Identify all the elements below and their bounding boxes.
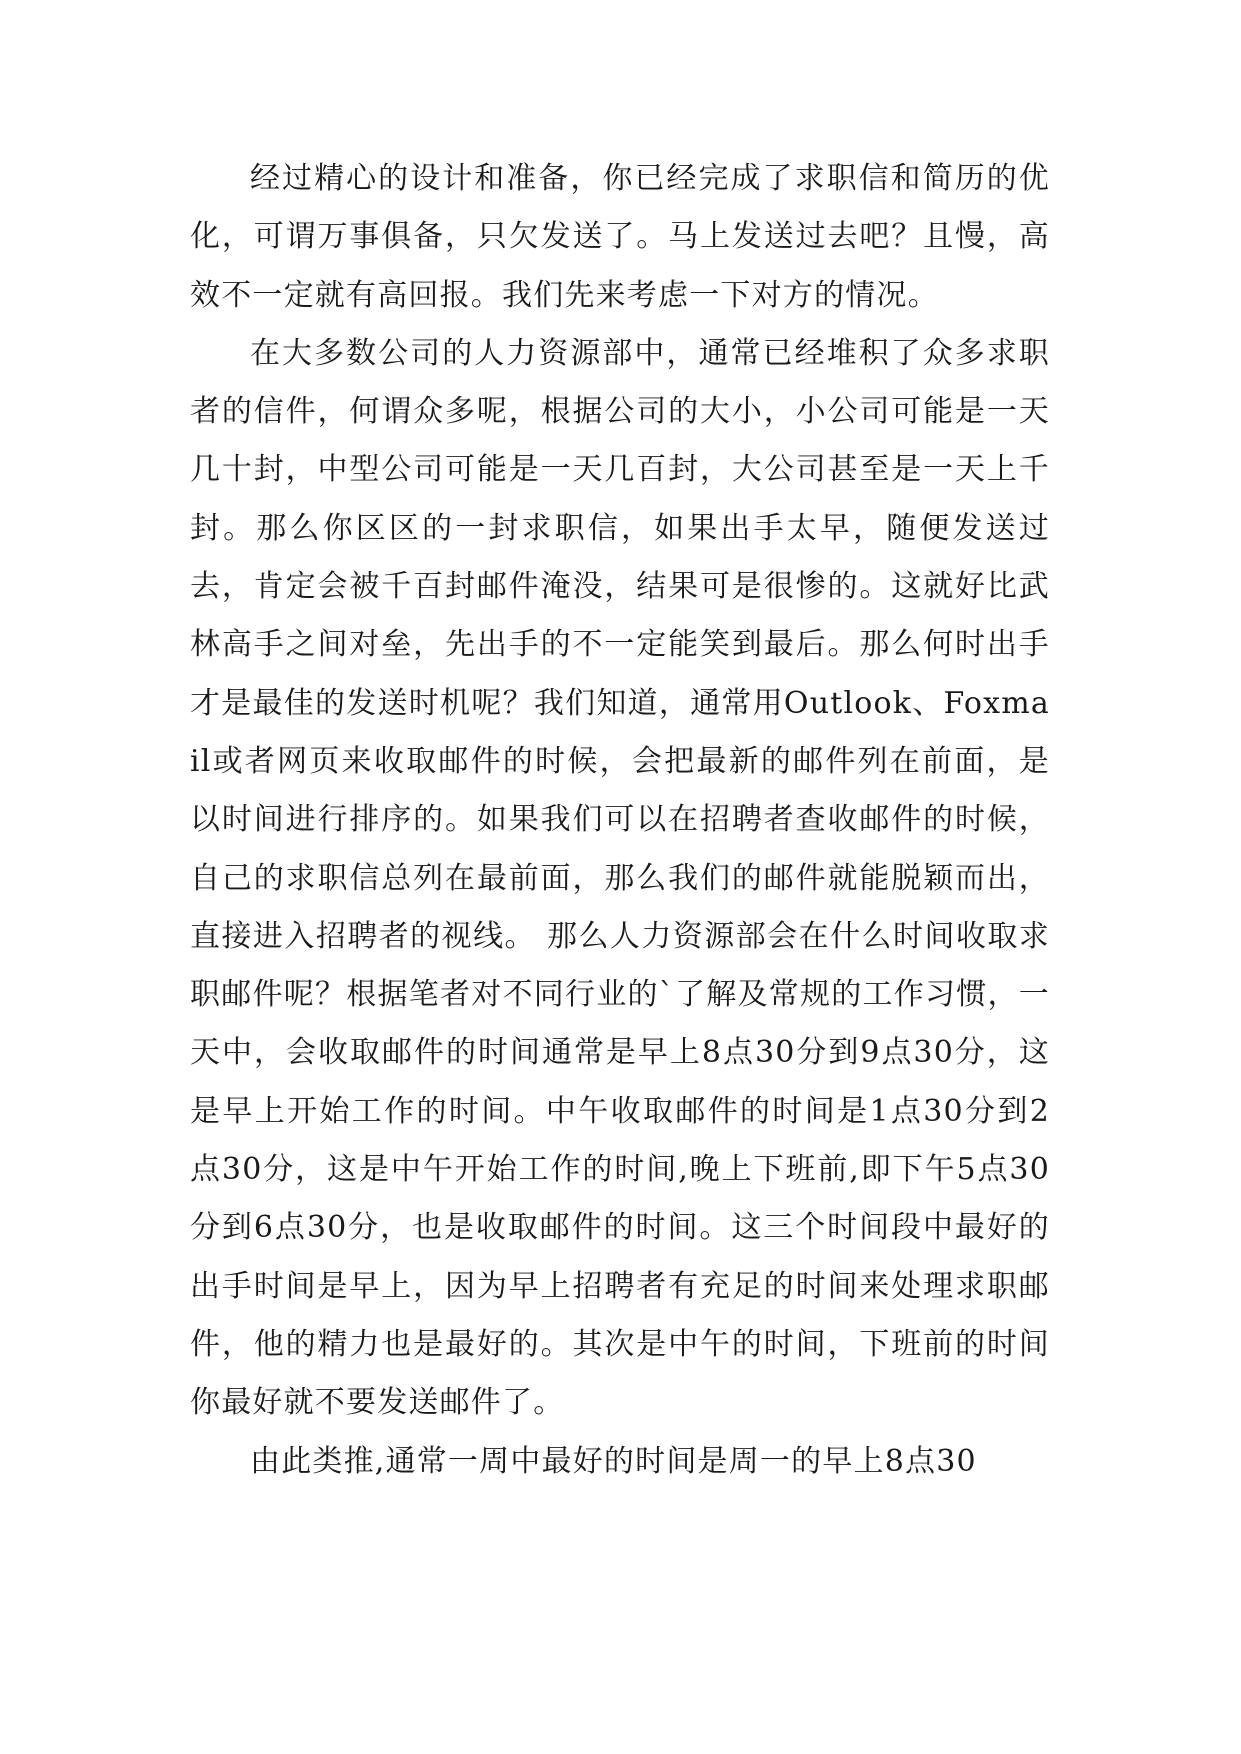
document-body (190, 150, 1050, 1491)
paragraph-weekly-timing: 由此类推,通常一周中最好的时间是周一的早上8点30 (250, 1443, 977, 1479)
paragraph-intro: 经过精心的设计和准备，你已经完成了求职信和简历的优化，可谓万事俱备，只欠发送了。马上发送过去吧？且慢，高效不一定就有高回报。我们先来考虑一下对方的情况。 (190, 161, 1050, 313)
paragraph-mail-timing: 在大多数公司的人力资源部中，通常已经堆积了众多求职者的信件，何谓众多呢，根据公司的大小，小公司可能是一天几十封，中型公司可能是一天几百封，大公司甚至是一天上千封。那么你区区的一封求职信，如果出手太早，随便发送过去，肯定会被千百封邮件淹没，结果可是很惨的。这就好比武林高手之间对垒，先出手的不一定能笑到最后。那么何时出手才是最佳的发送时机呢？我们知道，通常用Outlook、Foxmail或者网页来收取邮件的时候，会把最新的邮件列在前面，是以时间进行排序的。如果我们可以在招聘者查收邮件的时候，自己的求职信总列在最前面，那么我们的邮件就能脱颖而出，直接进入招聘者的视线。 那么人力资源部会在什么时间收取求职邮件呢？根据笔者对不同行业的`了解及常规的工作习惯，一天中，会收取邮件的时间通常是早上8点30分到9点30分，这是早上开始工作的时间。中午收取邮件的时间是1点30分到2点30分，这是中午开始工作的时间,晚上下班前,即下午5点30分到6点30分，也是收取邮件的时间。这三个时间段中最好的出手时间是早上，因为早上招聘者有充足的时间来处理求职邮件，他的精力也是最好的。其次是中午的时间，下班前的时间你最好就不要发送邮件了。 (190, 335, 1050, 1421)
